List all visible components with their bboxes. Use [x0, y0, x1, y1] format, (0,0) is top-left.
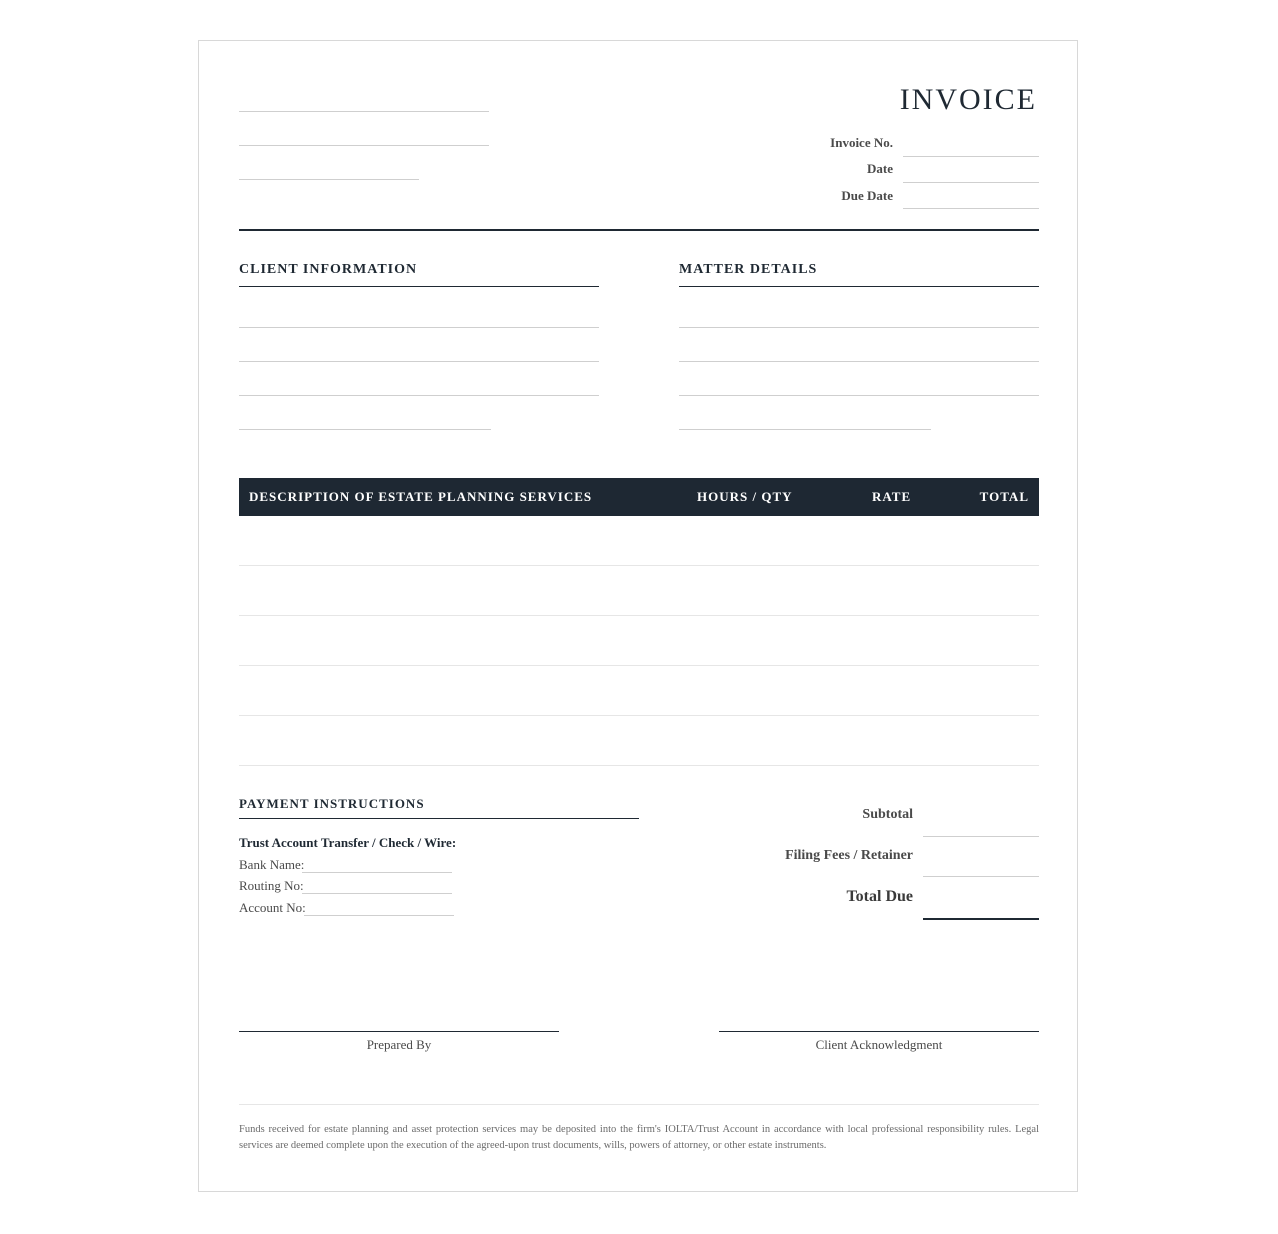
firm-address-line[interactable] — [239, 145, 489, 146]
filing-fees-field[interactable] — [923, 876, 1039, 877]
total-due-field[interactable] — [923, 918, 1039, 920]
payment-method: Trust Account Transfer / Check / Wire: — [239, 835, 457, 850]
services-table-header — [239, 478, 1039, 516]
prepared-by-label: Prepared By — [366, 1037, 432, 1052]
client-ack-label: Client Acknowledgment — [815, 1037, 943, 1052]
account-no-field[interactable] — [304, 915, 454, 916]
client-line-1[interactable] — [239, 327, 599, 328]
client-line-2[interactable] — [239, 361, 599, 362]
column-description: DESCRIPTION OF ESTATE PLANNING SERVICES — [249, 489, 593, 504]
prepared-by-line[interactable] — [239, 1031, 559, 1032]
date-field[interactable] — [903, 182, 1039, 183]
subtotal-label: Subtotal — [862, 807, 913, 822]
firm-contact-line[interactable] — [239, 179, 419, 180]
date-label: Date — [867, 161, 893, 176]
client-information-rule — [239, 286, 599, 287]
total-due-label: Total Due — [846, 888, 913, 905]
filing-fees-label: Filing Fees / Retainer — [785, 848, 913, 863]
bank-name-field[interactable] — [302, 872, 452, 873]
payment-instructions-heading: PAYMENT INSTRUCTIONS — [239, 796, 425, 811]
column-hours-qty: HOURS / QTY — [697, 489, 793, 504]
due-date-field[interactable] — [903, 208, 1039, 209]
column-rate: RATE — [872, 489, 912, 504]
account-no-label: Account No: — [239, 900, 306, 915]
client-information-heading: CLIENT INFORMATION — [239, 262, 418, 277]
invoice-sheet — [198, 40, 1078, 1192]
due-date-label: Due Date — [841, 188, 893, 203]
matter-line-1[interactable] — [679, 327, 1039, 328]
matter-line-2[interactable] — [679, 361, 1039, 362]
invoice-no-label: Invoice No. — [830, 135, 893, 150]
firm-name-line[interactable] — [239, 111, 489, 112]
invoice-title: INVOICE — [899, 83, 1037, 116]
footer-note: Funds received for estate planning and asset protection services may be deposited into the firm's IOLTA/Trust Account in accordance with local professional responsibility rules. Legal services are deemed complete upon the execution of the agreed-upon trust documents, wills, powers of attorney, or other estate instruments. — [239, 1124, 1039, 1151]
matter-line-4[interactable] — [679, 429, 931, 430]
column-total: TOTAL — [979, 489, 1029, 504]
table-row[interactable] — [239, 615, 1039, 616]
footer-divider — [239, 1104, 1039, 1105]
payment-instructions-rule — [239, 818, 639, 819]
invoice-no-field[interactable] — [903, 156, 1039, 157]
table-row[interactable] — [239, 765, 1039, 766]
client-ack-line[interactable] — [719, 1031, 1039, 1032]
routing-no-label: Routing No: — [239, 878, 304, 893]
table-row[interactable] — [239, 665, 1039, 666]
routing-no-field[interactable] — [302, 893, 452, 894]
matter-details-heading: MATTER DETAILS — [679, 262, 818, 277]
client-line-4[interactable] — [239, 429, 491, 430]
matter-details-rule — [679, 286, 1039, 287]
table-row[interactable] — [239, 565, 1039, 566]
header-divider — [239, 229, 1039, 231]
subtotal-field[interactable] — [923, 836, 1039, 837]
matter-line-3[interactable] — [679, 395, 1039, 396]
bank-name-label: Bank Name: — [239, 857, 305, 872]
client-line-3[interactable] — [239, 395, 599, 396]
table-row[interactable] — [239, 715, 1039, 716]
